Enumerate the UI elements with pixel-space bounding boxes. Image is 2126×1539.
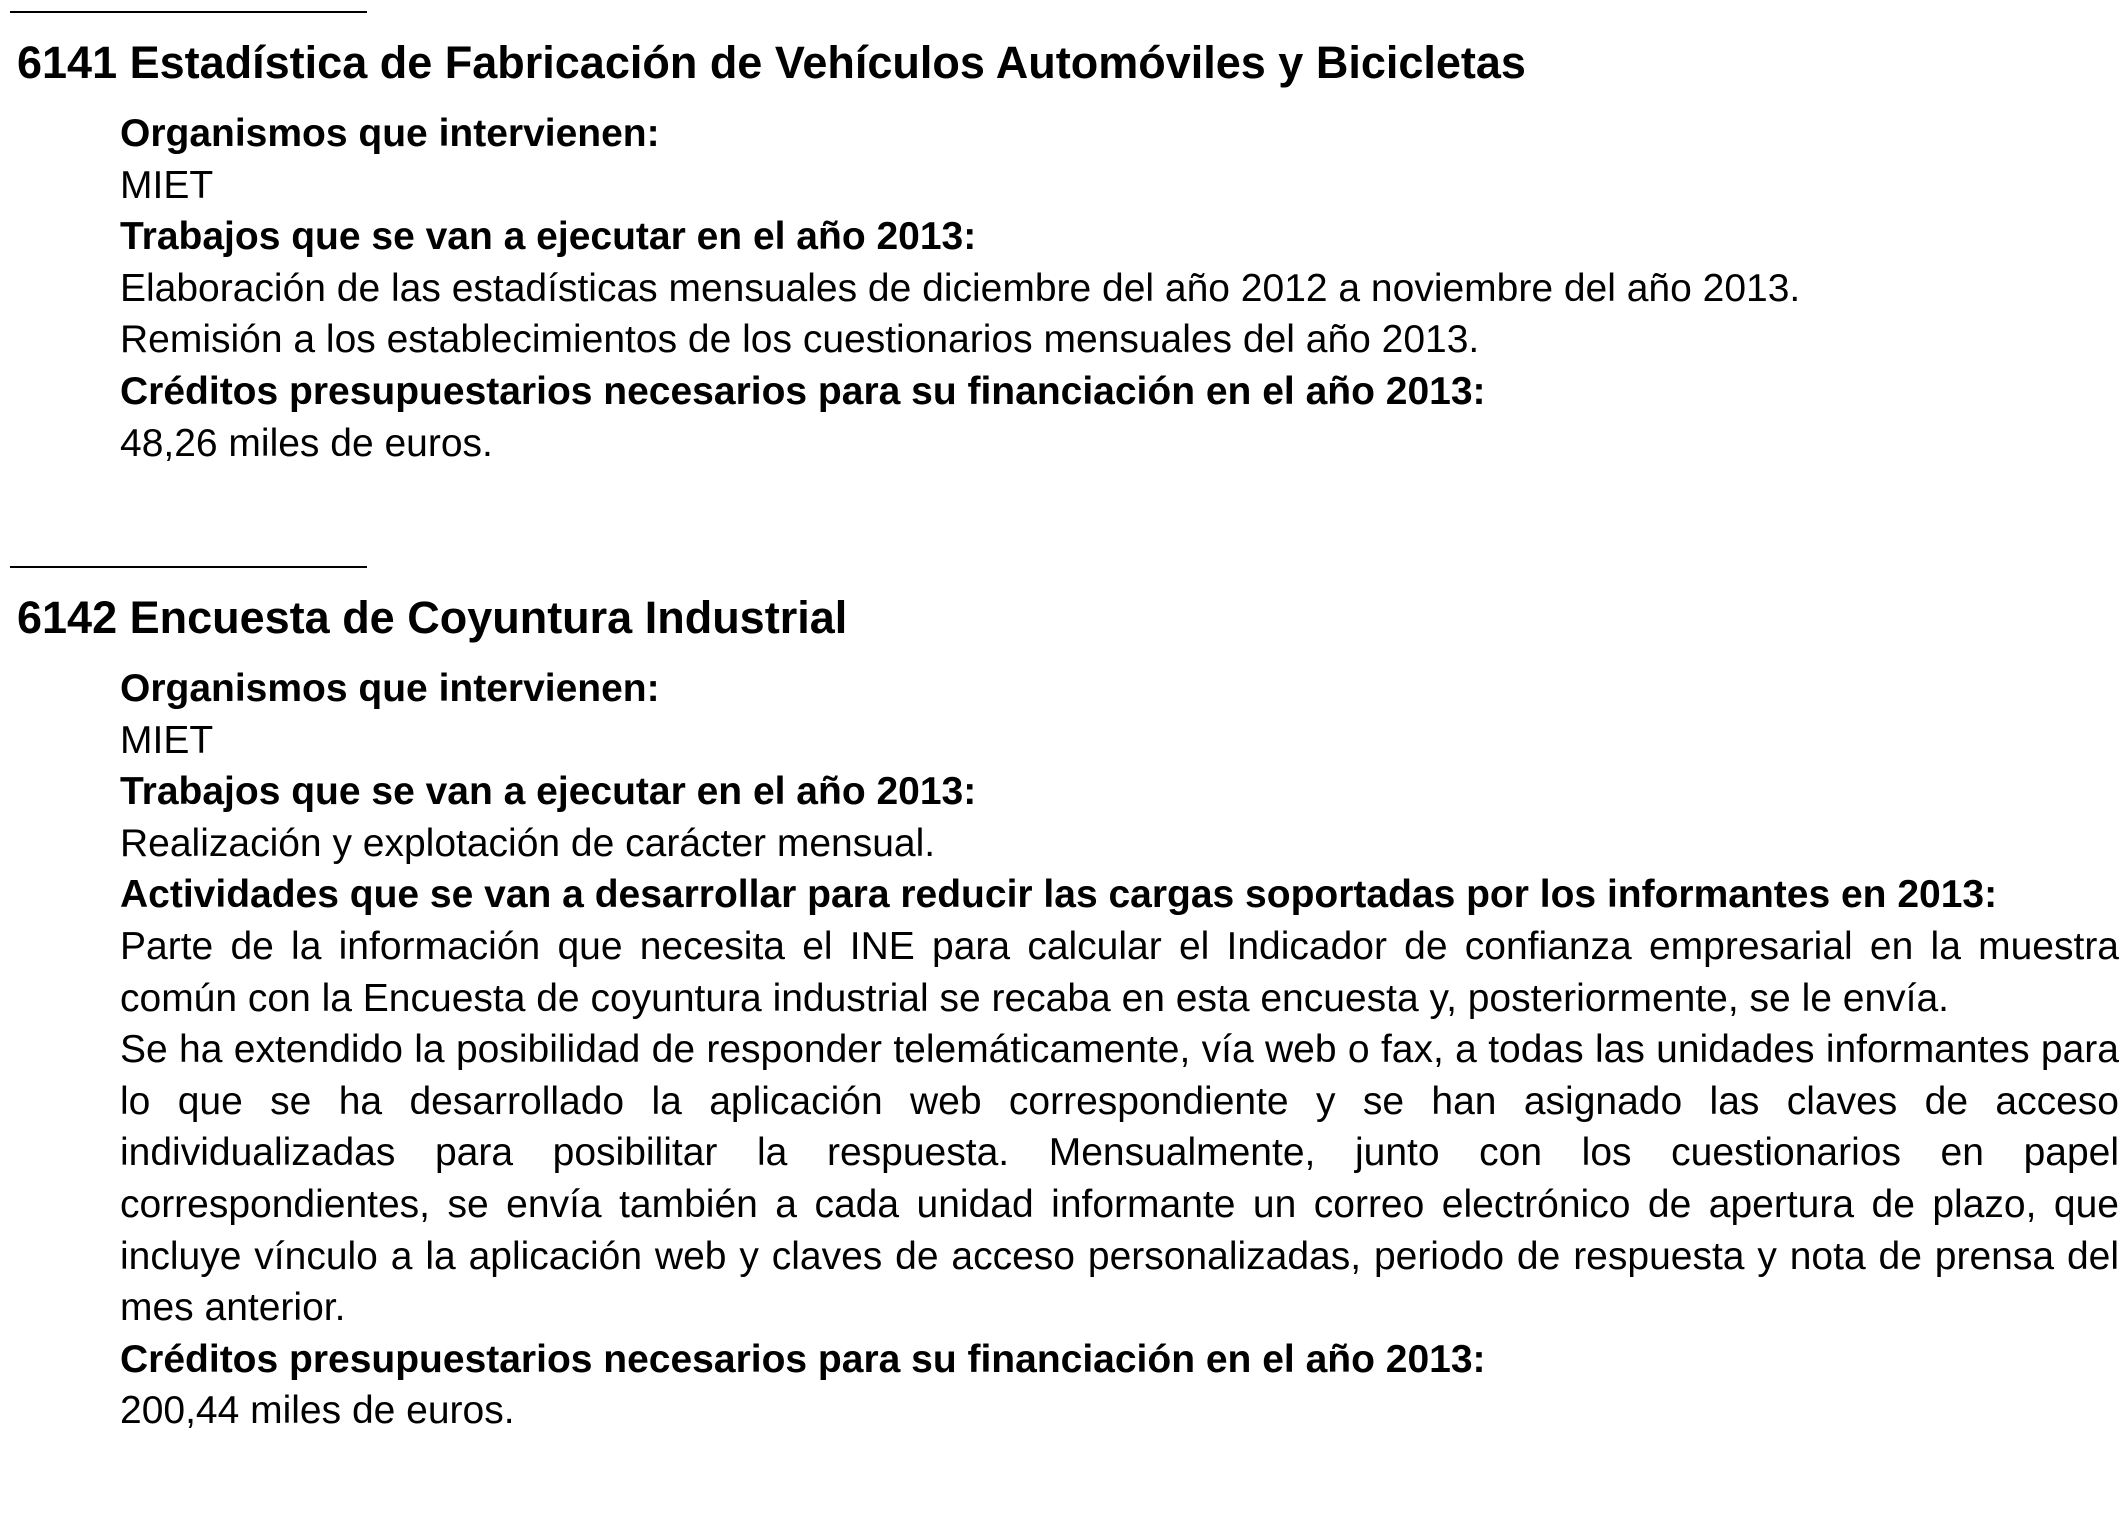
creditos-heading: Créditos presupuestarios necesarios para su financiación en el año 2013: [120,369,1486,413]
creditos-heading: Créditos presupuestarios necesarios para su financiación en el año 2013: [120,1337,1486,1381]
trabajos-line: Realización y explotación de carácter mensual. [120,821,936,865]
actividades-paragraph: Parte de la información que necesita el INE para calcular el Indicador de confianza empresarial en la muestra común con la Encuesta de coyuntura industrial se recaba en esta encuesta y, posteriormente, se le envía. [120,924,2119,1020]
section-divider [10,566,367,568]
organismos-value: MIET [120,718,214,762]
trabajos-heading: Trabajos que se van a ejecutar en el año 2013: [120,215,977,259]
section-divider [10,11,367,13]
actividades-heading: Actividades que se van a desarrollar para reducir las cargas soportadas por los informantes en 2013: [120,873,1998,917]
entry-body [120,108,2119,469]
organismos-value: MIET [120,163,214,207]
entry-title: 6141 Estadística de Fabricación de Vehículos Automóviles y Bicicletas [17,37,1526,88]
actividades-paragraph: Se ha extendido la posibilidad de responder telemáticamente, vía web o fax, a todas las unidades informantes para lo que se ha desarrollado la aplicación web correspondiente y se han asignado las claves de acceso individualizadas para posibilitar la respuesta. Mensualmente, junto con los cuestionarios en papel correspondientes, se envía también a cada unidad informante un correo electrónico de apertura de plazo, que incluye vínculo a la aplicación web y claves de acceso personalizadas, periodo de respuesta y nota de prensa del mes anterior. [120,1028,2119,1330]
creditos-value: 48,26 miles de euros. [120,421,493,465]
trabajos-line: Elaboración de las estadísticas mensuales de diciembre del año 2012 a noviembre del año 2013. [120,266,1801,310]
organismos-heading: Organismos que intervienen: [120,112,660,155]
organismos-heading: Organismos que intervienen: [120,667,660,710]
creditos-value: 200,44 miles de euros. [120,1389,515,1433]
trabajos-line: Remisión a los establecimientos de los cuestionarios mensuales del año 2013. [120,318,1480,362]
trabajos-heading: Trabajos que se van a ejecutar en el año 2013: [120,770,977,814]
entry-body [120,663,2119,1437]
entry-title: 6142 Encuesta de Coyuntura Industrial [17,592,848,643]
